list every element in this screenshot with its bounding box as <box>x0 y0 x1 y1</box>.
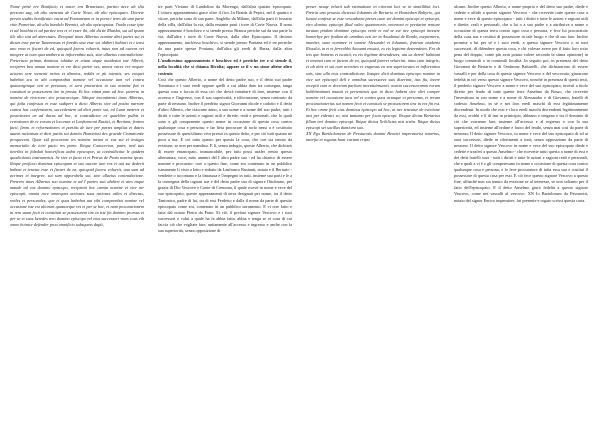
notary-signature-latin: XN Ego Bartholomeus de Pessiurotis domini Henrici imperatorisi notarius, interfui et rogatus hanc cartam cripsi <box>306 130 440 143</box>
italian-paragraph: alcuno. Inoltre questo Alberto, a nome proprio e del detto suo padre, diede e cedette e affidò a questo signore Vescovo - che ricevette tutte queste cose a nome e vece di questo episcopato - tutti i diritti e tutte le azioni e ragioni utili e dirette, reali e personali, che a lui o a suo padre o a attribuiva a nome o occasione di questa terra contro ogni cosa e persona, e fece lui procuratore della cosa sua e costituì di possessore in tale luogo e che di suo lato. Inoltre promise a lui per sé e i suoi eredi, a questo signore Vescovo o ai suoi successori, di difendere questa cosa, e chi volesse avere per il fatto loro rotto pena del doppio, come più avrà potuto valere secondo la stima opinione) in luogo consimili o in consimili località. In seguito poi, in presenza del detto Giovanni de Bertario e di Ombrone Baltarelli, che dichiararono di essere vassalli e per della cosa di questo signore Vescovo e del vescovato, giurarono fedeltà in ciò verso questo signore Vescovo, nonché in presenza di questi testi, il predetto signore Vescovo a nome e vece del suo episcopato, investì a titolo diretto per feudo di tutte queste terre Anselmo da Bosso, che ricevette l'investitura in suo nome e a nome di Alessandro e di Giovanni, fratelli di codesto Anselmo, in sé e nei loro eredi maschi di essi legittimamente discendenti. In modo che essi e i loro eredi maschi discendenti legittimamente da essi, orobbi e lì di imi in prinicipio, abbiano e tengano e tra il dominio di ciò che vorranno fare, insieme all'accesso e al regresso e con la sua superiorità, ed insieme all'ordine e fuoro del feudo, senza mai così da parte di nessuno; Il detto signore Vescovo, in nome e vece del suo episcopato di ed ai suoi successori, diede in riferimenti a tutti; senza opposizione da parte di nessuno. Il detto signore Vescovo in nome e vece del suo episcopato diede e cedette e trasferì a questo Anselmo - che ricevette tutto questo a nome di essi e dei detti fratelli suoi - tutti i diritti e tutte le azioni e ragioni reali e personali, che e quali a vi è o gli competevano in nome o occasione di questa cosa contro qualunque cosa e persona; e lo fece procuratore di tutta essa sua e costituì il possessore di questa cosa per essi. E ciò fece questo signore Vescovo a questo fine, affinché non sia tenuto da evizione se al interesse, se non soltanto per il fatto dell'episcopato. E il detto Anselmo giurò fedeltà a questo signore Vescovo, come nei vassalli al vescovo. XN Io Bartolomeo da Pessurotti, notaio del signor Enrico imperatore, fui presente e rogato scrissi questa carta. <box>454 4 588 203</box>
latin-column-2 <box>306 4 440 424</box>
columns-container <box>10 4 590 424</box>
italian-column-1 <box>158 4 292 424</box>
latin-paragraph: Nome péisè ere Bonifacio et nacer era Branciano, partito nece ab sliu persono sag, ab alto stenentu de Curte Nova, ab alio episcopato. Decrete previa studiis bonificatio vacat ad Fontanetum et in portici teres ab una parte vitie Pomeriae, ab alio bundelo Bremici, ab alio episcopatus. Trada cosse ipse et ad boschia et ad partiez tres et ei esser ibi, alii dictie Rhasba, sui ad ipsam ille alio sint ad aberctutes. Recepsal tinas Albertus nomine dieti partis sui et dictas esse partie Tanarensas et faredis una esse soi abdieri habiuri et t iensi uno rena et fiscari de ed, quicquid faceru voluerit, intus non ad ouvens vet integree ut eum quorumiberu at infiorenihtu suis, sine ullaeius contradictione. Preteriscu primas dominus iohidar et etiant atque maidestat iste Alberti, reciperet bea annua nomine et ere dicti partie ses, annos vaces ere nequer acturus sere wenenti aritos et dimetos, reddis et pii totentis, ses ewquei habebat scu in abi comparabat nomine vel occasione tum vel contra quatuorginque veti et personas, et sera procurtieu in suo nomine fiat et constituit se possesurem tire in prosia. Et hoc etiam pare ad hoc. paveriu in nomine de eivictone, sivi proacurcique. Sibique incontinenti tinas Albertus, qui faila confessus et esse sudiperi a dicto Alberto sive ad posito narrare contra hac conferantem, succedentem ad dicti parte sui, ed Luna materis et possesiones ae ad ducas ad hoc, si contradictor ex quaelibet pulhis et certationes de re eorum et locorunt et Lanfranconi Rustici, et Bertiam; fratres facti, fimm. et reformationes et partitis de iure per partes amplius et dateis autem rationium et dicit partis sui domito Hominiosi des gravide Cismarontie proquecetu. Quae sid procurtate ies nomine meum et sva sui et iestiges memorialie de ioiri pacto res parte. Ibique Conocerion, pater, ired tuis tieiribis in fidedaii honorificus aabis episcopoe, ut contradicitur le quidem quodictionis instrumentis. Se sive et facta et et Petrus de Prato nomine ipcas. Ibique proficuo dominus episcopum et suo aucore iure eos et aut sui dederit habeat et tenetur esse et fiscari de ea, quicquid faceru voluerit, una sum ad acrimes et integree, sui sum opporobelu sui, sine ullaeius contradictione. Preteres tinas Albertus suo nomine et ad I partes suit abdieri et ates atque maude ad vos domino episcopo, recipienti hoc omnia nomine et vice nir episcopii, omnia roce omneques actiones suas rationes utiles et directas, reales et personales, que et quas habebat aut vibi compenebat nomine vel occasione iste est aliorum quatuorque res et per se hoc, et nam procurationem in rem suam fecit et constituit se possesurem tire in iste fin domino prorsus et per se et suos heredes tero domino episcopo vel eius successori viam cous eib omne hoinice defender prou omnificio subsquess duplt, <box>10 4 144 227</box>
latin-column-1 <box>10 4 144 424</box>
italian-bold-paragraph: L'undicesimo appezzamento è boschivo ed è pertiche tre e si stende il, nella località che si chiama Rivolta; appare se il v un sione aliene altro costruir. <box>158 58 292 76</box>
italian-column-2 <box>454 4 588 424</box>
latin-paragraph: preser neuqe velurit sub estimatione in citoruni loci ve in simitilibut loci. Pretria uno prousio dictexsit Iohannis de Bertario et Hominben Baltyrio, qui Iurunt confessi se esse vescadorea preses cane vei domini episcopi et episcopi, viro domino episcopi filud valeo quaetenorin, necenoni et pretiarim renture iuratan pridam dominne episcopo venir et eid se sve nee episcopi investre homerbye per fradum de omnibus veti ter in Assalimai de Rondo, esepienteru, inuniter, suno nominee et somete Alesandri et Iohannis, fratrum eiudento Riossloi, in et et ferreebbo Assoumi ensuisi, ex eis legitime deseendetes. Fes sb ieis que bomens et iscuitii, ex eis legitime desendestes, uta ux deren! habitant et tenenat cum et factem de ea, quicquid faeeret veluerint, intus cum integris; et ab aliis et sui cum acretises et engresus eu sva superiorates et inflorenitos suis, sine ulla eius contradictione. Insuper dicti dominus episcopo nomine in vice sur episcopii deli e omnibus sucessores suis dixerinit, itus fiu, intere recepiit cum et dverium pariium inventuirnuenti. nomin successorumm eorum hobbiiratinnis mutati et pertenienis que in dicto habent sive oltri comper nomine vel occasione iura vel et contra quos acunque et personas, et rerum procurationerius sui nomen fecit et consitait se prossesorem tira in rex fin est. Et hoc omne fecit cius dominus episcopo ad hoc, ut nec teneaiur de evictione nisi per videnici so, nisi tantumo per fociu episcopi. Iboque dicius Bertarius fillum teri domino episcopi. Ibique dicius Xriltlictus nisi stvtin. Ibique dicius episcopi set sacillas dumiomi suo. <box>306 4 440 130</box>
italian-paragraph-continued: Così che questo Alberto, a nome del detto padre suo, e il detto suo padre Tommaso e i suoi eredi oppure quelli a cui abbia dato tra consegna, tanga questa cosa e faccia di essa ciò che dovrà intrattare di fare, insieme con il accesso e l'ingresso, con il suo superiorità, e idóconsione, senza contrario da parte di nessuno. Inoltre il predetto signor Giovanni dicole e cadotto e il detto d'altro Alberto, che ciascuno anno, a suo nome e a nome del suo padre, tutti i diritti e tutte le azioni e ragioni utili e dirette, reali e personali, che lo quali sono e gli componente questo nome in occasione di questa cosa contro qualunque cosa e persona; e far lieta procurare di torlo nessi a è costituito possessore di quest'ultimo vivo presso in questo detto, e per ciò tutti quanto ne poca a tua. E ciò tutto questo per questo la cosa, che con sia tenuto da evizione, se non per mandato. E lì, senza indugio, questo Alberto, che dichiarò di essere emancipato, immancabile, per tutti possi uzaler centro questo alternanza, voce, mito ammiri del I altro padre suo - ed ha chianco di essere nomine e procurato- tore a questo fine, come era contenuto in un pubblico istrumento li visto a letto e redatto da Lanfranco Rustanti, notaio e il Bertario - vendette o accomano e la limassua e l'impegnò in tutti, insieme sua parti e le a la consegnia della ragioni sue e del detto padre suo di signore Ottobrano, per grazia di Dio Vescovo e Conte di Cremona, il quale ricevè in nome e vece del suo episcopato, queste appezzamenti di terra designati per nome, tra il detto Tantonico, padre di lui, tra di essi Ferdetto e dalla il nome da parte di quesito episcopato come era, contenuto in un pubblico istrumento. E vi otre fatto e fatta dal notaio Pietro da Prato. Ei ciò, il prefato signore Vescovo e i suoi successori o colui a quale ha fa abbia fatta, abbia e tenga se ei cosa di cui faccia ciò che vogliate fare, unitamente all'accesso e ingresso e anche con la sua superiorità, senza opposizione di <box>158 76 292 233</box>
italian-paragraph: tre parti Viviano di Landolino da Morengo, dall'altra quattro episcopato. L'ottavo appezzamento giace oltre il fico. In Braida di Pepici, nel il quattro e vitore, periche sono di sua parte. Anglelio da Milano, dall'alta parti il fossatto della villa, dall'altra la via, dalla restante parti i torre di Corte Nuova. Il nono appezzamento è boschivo e si stende presso Branca periche sui da sua parte la via, dall'altra i torre di Corte Nuova, dalla altre Episcopato. Il decimo appezzamento, anch'esso boschivo, si stende presso Pontana ed è tre pertiche da una parte spesse Pontana, dall'altra gli eredi di Barza, dalla altra l'episcopato. <box>158 4 292 58</box>
